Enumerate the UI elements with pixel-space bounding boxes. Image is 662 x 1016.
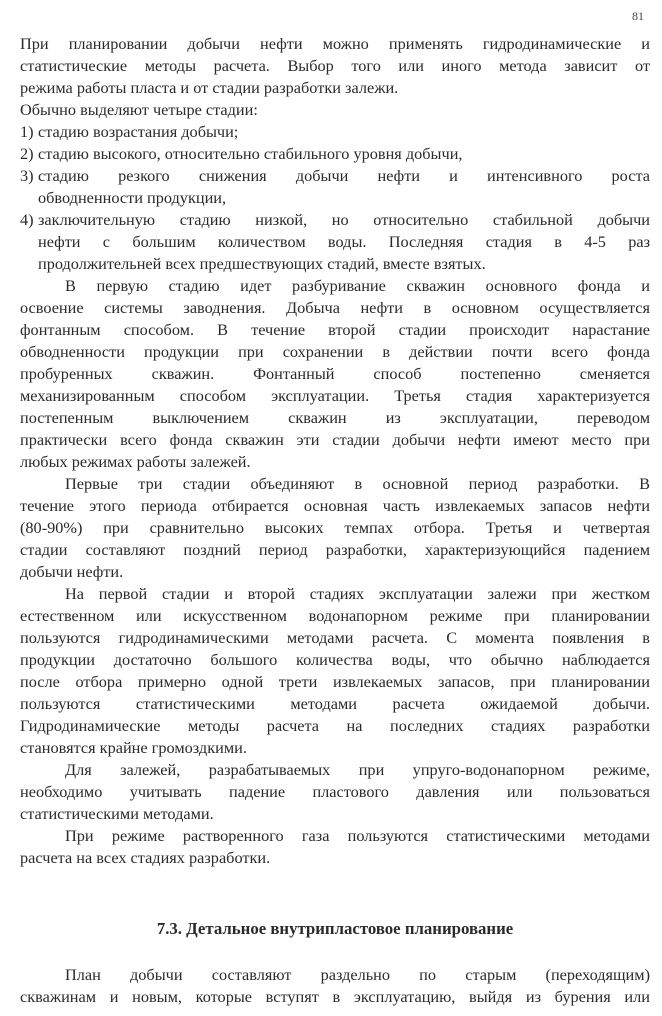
text-line: продолжительней всех предшествующих стадий, вместе взятых.	[38, 254, 486, 273]
text-line: стадию резкого снижения добычи нефти и интенсивного роста	[38, 166, 650, 185]
text-line: постепенным выключением скважин из эксплуатации, переводом	[20, 408, 650, 427]
text-line: продукции достаточно большого количества воды, что обычно наблюдается	[20, 650, 650, 669]
text-line: практически всего фонда скважин эти стадии добычи нефти имеют место при	[20, 430, 650, 449]
text-line: становятся крайне громоздкими.	[20, 738, 247, 757]
text-line: стадии составляют поздний период разработки, характеризующийся падением	[20, 540, 650, 559]
text-line: заключительную стадию низкой, но относительно стабильной добычи	[38, 210, 650, 229]
text-line: Гидродинамические методы расчета на последних стадиях разработки	[20, 716, 650, 735]
text-line: нефти с большим количеством воды. Последняя стадия в 4-5 раз	[38, 232, 650, 251]
text-line: естественном или искусственном водонапорном режиме при планировании	[20, 606, 650, 625]
text-line: любых режимах работы залежей.	[20, 452, 251, 471]
paragraph	[20, 275, 650, 473]
text-line: Обычно выделяют четыре стадии:	[20, 100, 258, 119]
text-line: освоение системы заводнения. Добыча нефти в основном осуществляется	[20, 298, 650, 317]
list-item-number: 2)	[20, 144, 34, 163]
list-item-line	[20, 143, 650, 165]
paragraph	[20, 473, 650, 583]
page-number: 81	[632, 9, 644, 23]
text-line: На первой стадии и второй стадиях эксплуатации залежи при жестком	[65, 584, 650, 603]
list-item	[20, 121, 650, 143]
text-line: пробуренных скважин. Фонтанный способ постепенно сменяется	[20, 364, 650, 383]
text-line: статистические методы расчета. Выбор того или иного метода зависит от	[20, 56, 650, 75]
text-line: механизированным способом эксплуатации. Третья стадия характеризуется	[20, 386, 650, 405]
text-line: после отбора примерно одной трети извлекаемых запасов, при планировании	[20, 672, 650, 691]
list-item-number: 4)	[20, 210, 34, 229]
text-line: обводненности продукции при сохранении в действии почти всего фонда	[20, 342, 650, 361]
list-item	[20, 165, 650, 209]
list-item-line	[20, 165, 650, 187]
section-heading: 7.3. Детальное внутрипластовое планирование	[156, 919, 514, 938]
text-line: необходимо учитывать падение пластового давления или пользоваться	[20, 782, 650, 801]
text-line: В первую стадию идет разбуривание скважин основного фонда и	[65, 276, 650, 295]
list-item-line	[20, 209, 650, 231]
paragraph	[20, 583, 650, 759]
list-item	[20, 143, 650, 165]
text-line: Для залежей, разрабатываемых при упруго-водонапорном режиме,	[65, 760, 650, 779]
text-line: обводненности продукции,	[38, 188, 227, 207]
page-body	[20, 33, 650, 1008]
text-line: Первые три стадии объединяют в основной период разработки. В	[65, 474, 650, 493]
list-item-line	[20, 121, 650, 143]
text-line: стадию высокого, относительно стабильного уровня добычи,	[38, 144, 463, 163]
text-line: При планировании добычи нефти можно применять гидродинамические и	[20, 34, 650, 53]
text-line: (80-90%) при сравнительно высоких темпах отбора. Третья и четвертая	[20, 518, 650, 537]
text-line: расчета на всех стадиях разработки.	[20, 848, 271, 867]
paragraph	[20, 99, 650, 121]
text-line: скважинам и новым, которые вступят в эксплуатацию, выйдя из бурения или	[20, 987, 650, 1006]
text-line: добычи нефти.	[20, 562, 124, 581]
text-line: фонтанным способом. В течение второй стадии происходит нарастание	[20, 320, 650, 339]
list-item-number: 1)	[20, 122, 34, 141]
paragraph	[20, 964, 650, 1008]
text-line: течение этого периода отбирается основная часть извлекаемых запасов нефти	[20, 496, 650, 515]
text-line: режима работы пласта и от стадии разработки залежи.	[20, 78, 399, 97]
text-line: пользуются статистическими методами расчета ожидаемой добычи.	[20, 694, 650, 713]
text-line: статистическими методами.	[20, 804, 214, 823]
list-item	[20, 209, 650, 275]
list-item-number: 3)	[20, 166, 34, 185]
paragraph	[20, 33, 650, 99]
text-line: стадию возрастания добычи;	[38, 122, 239, 141]
text-line: пользуются гидродинамическими методами расчета. С момента появления в	[20, 628, 650, 647]
paragraph	[20, 759, 650, 825]
text-line: При режиме растворенного газа пользуются статистическими методами	[65, 826, 650, 845]
text-line: План добычи составляют раздельно по старым (переходящим)	[65, 965, 650, 984]
paragraph	[20, 825, 650, 869]
